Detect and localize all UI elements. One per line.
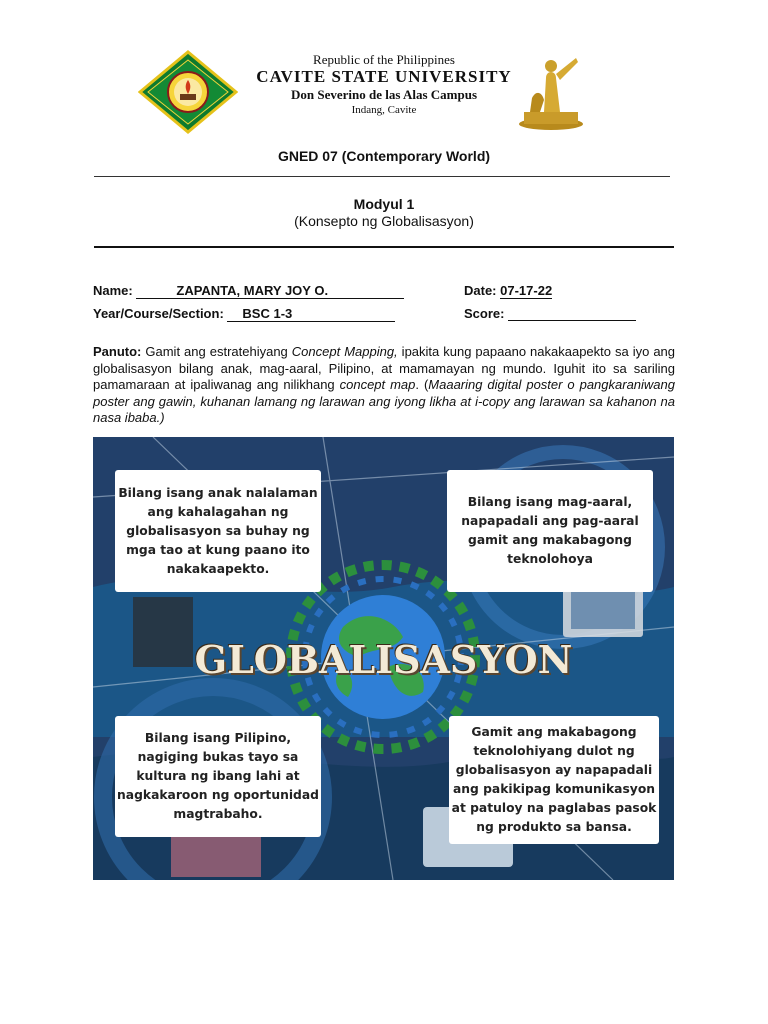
score-field [464,306,636,321]
instructions-text: ipakita kung papaano nakakaapekto sa iyo ang globalisasyon bilang anak, mag-aaral, Pilipino, at mamamayan ng mundo. Iguhit ito sa sariling pamamaraan at ipaliwanag ang nilikhang [93,344,676,392]
divider [94,176,670,177]
name-value: ZAPANTA, MARY JOY O. [136,283,404,299]
instructions-text: . ( [415,377,429,392]
divider [94,246,674,248]
institution-header [238,52,530,117]
instructions-emphasis: Concept Mapping, [291,344,398,359]
instructions-text: Gamit ang estratehiyang [141,344,292,359]
concept-box-anak [115,470,321,592]
module-subtitle: (Konsepto ng Globalisasyon) [294,213,474,229]
score-value [508,307,636,321]
concept-box-text: Bilang isang mag-aaral, napapadali ang pag-aaral gamit ang makabagong teknolohoya [461,495,639,566]
republic-line: Republic of the Philippines [313,52,455,67]
course-title: GNED 07 (Contemporary World) [277,148,491,164]
concept-box-pilipino [115,716,321,837]
concept-box-text: Bilang isang anak nalalaman ang kahalagahan ng globalisasyon sa buhay ng mga tao at kung paano ito nakakaapekto. [118,485,318,576]
university-name: CAVITE STATE UNIVERSITY [256,67,512,86]
instructions-emphasis: concept map [339,377,416,392]
instructions-label: Panuto: [93,344,142,359]
concept-map-poster [93,437,674,880]
instructions-paragraph [93,344,675,427]
module-title: Modyul 1 [353,196,415,212]
date-label: Date: [464,283,497,298]
instructions-note: Maaaring digital poster o pangkaraniwang poster ang gawin, kuhanan lamang ng larawan ang iyong likha at i-copy ang larawan sa kahanon na nasa ibaba.) [93,377,675,425]
concept-box-text: Bilang isang Pilipino, nagiging bukas tayo sa kultura ng ibang lahi at nagkakaroon ng oportunidad magtrabaho. [117,731,319,821]
concept-box-text: Gamit ang makabagong teknolohiyang dulot ng globalisasyon ay napapadali ang pakikipag komunikasyon at patuloy na paglabas pasok ng produkto sa bansa. [451,725,657,834]
campus-name: Don Severino de las Alas Campus [291,87,477,102]
concept-box-mamamayan [449,716,659,844]
year-course-section-label: Year/Course/Section: [93,306,224,321]
score-label: Score: [464,306,505,321]
name-label: Name: [93,283,133,298]
concept-box-mag-aaral [447,470,653,592]
date-field [464,283,552,299]
year-course-section-field [93,306,395,322]
date-value: 07-17-22 [500,283,553,298]
town-name: Indang, Cavite [351,104,417,116]
poster-title: GLOBALISASYON [194,637,573,682]
university-seal-logo [138,50,238,134]
name-field [93,283,404,299]
year-course-section-value: BSC 1-3 [227,306,395,322]
